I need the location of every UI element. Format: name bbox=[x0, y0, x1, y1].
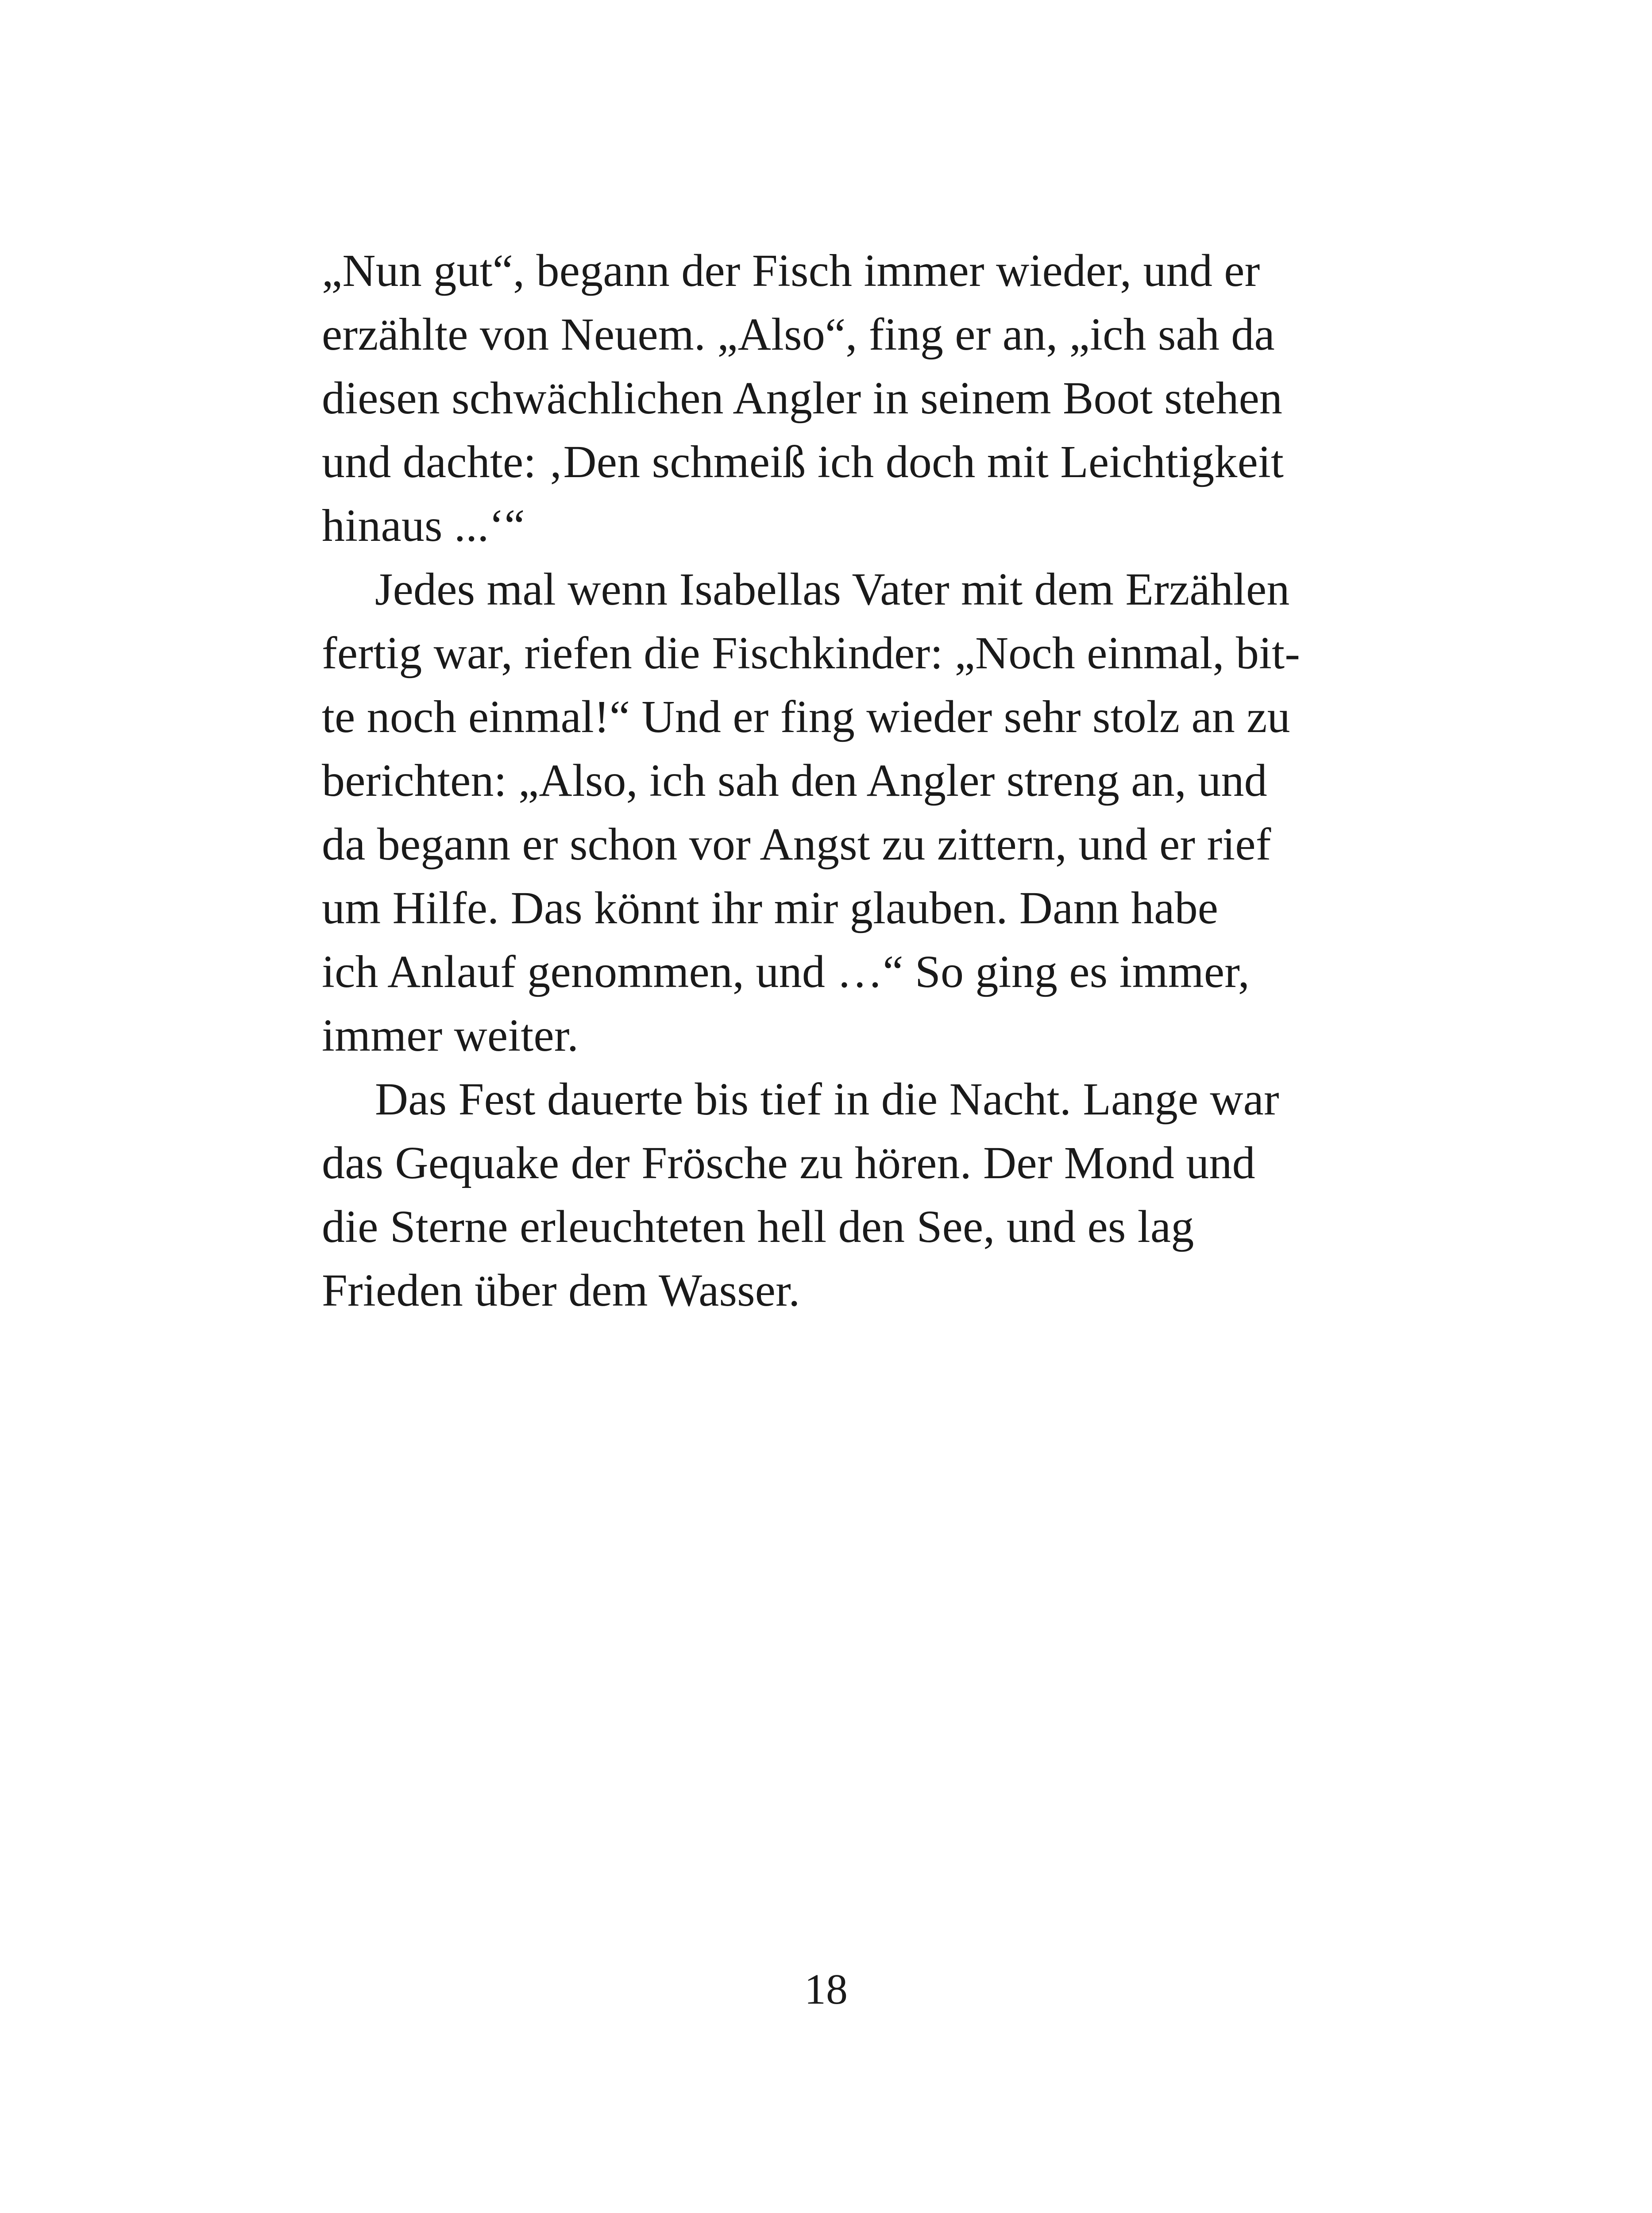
text-line: diesen schwächlichen Angler in seinem Boot stehen bbox=[322, 373, 1283, 424]
text-line: erzählte von Neuem. „Also“, fing er an, „ich sah da bbox=[322, 309, 1275, 360]
text-line: Frieden über dem Wasser. bbox=[322, 1265, 800, 1316]
text-line: immer weiter. bbox=[322, 1010, 579, 1061]
text-line: Jedes mal wenn Isabellas Vater mit dem Erzählen bbox=[375, 564, 1290, 615]
body-text bbox=[322, 239, 1353, 1322]
text-line: und dachte: ‚Den schmeiß ich doch mit Leichtigkeit bbox=[322, 436, 1284, 487]
text-line: fertig war, riefen die Fischkinder: „Noch einmal, bit- bbox=[322, 628, 1301, 679]
text-line: da begann er schon vor Angst zu zittern, und er rief bbox=[322, 819, 1271, 870]
text-line: das Gequake der Frösche zu hören. Der Mond und bbox=[322, 1137, 1255, 1188]
text-line: um Hilfe. Das könnt ihr mir glauben. Dann habe bbox=[322, 883, 1219, 933]
text-line: die Sterne erleuchteten hell den See, und es lag bbox=[322, 1201, 1194, 1252]
text-line: ich Anlauf genommen, und …“ So ging es immer, bbox=[322, 946, 1250, 997]
text-line: Das Fest dauerte bis tief in die Nacht. Lange war bbox=[375, 1074, 1279, 1125]
text-line: berichten: „Also, ich sah den Angler streng an, und bbox=[322, 755, 1267, 806]
page-number: 18 bbox=[804, 1966, 848, 2013]
text-line: te noch einmal!“ Und er fing wieder sehr stolz an zu bbox=[322, 691, 1290, 742]
paragraph-3 bbox=[322, 1068, 1353, 1322]
text-line: hinaus ...‘“ bbox=[322, 500, 525, 551]
paragraph-1 bbox=[322, 239, 1353, 558]
paragraph-2 bbox=[322, 558, 1353, 1068]
text-line: „Nun gut“, begann der Fisch immer wieder, und er bbox=[322, 245, 1260, 296]
